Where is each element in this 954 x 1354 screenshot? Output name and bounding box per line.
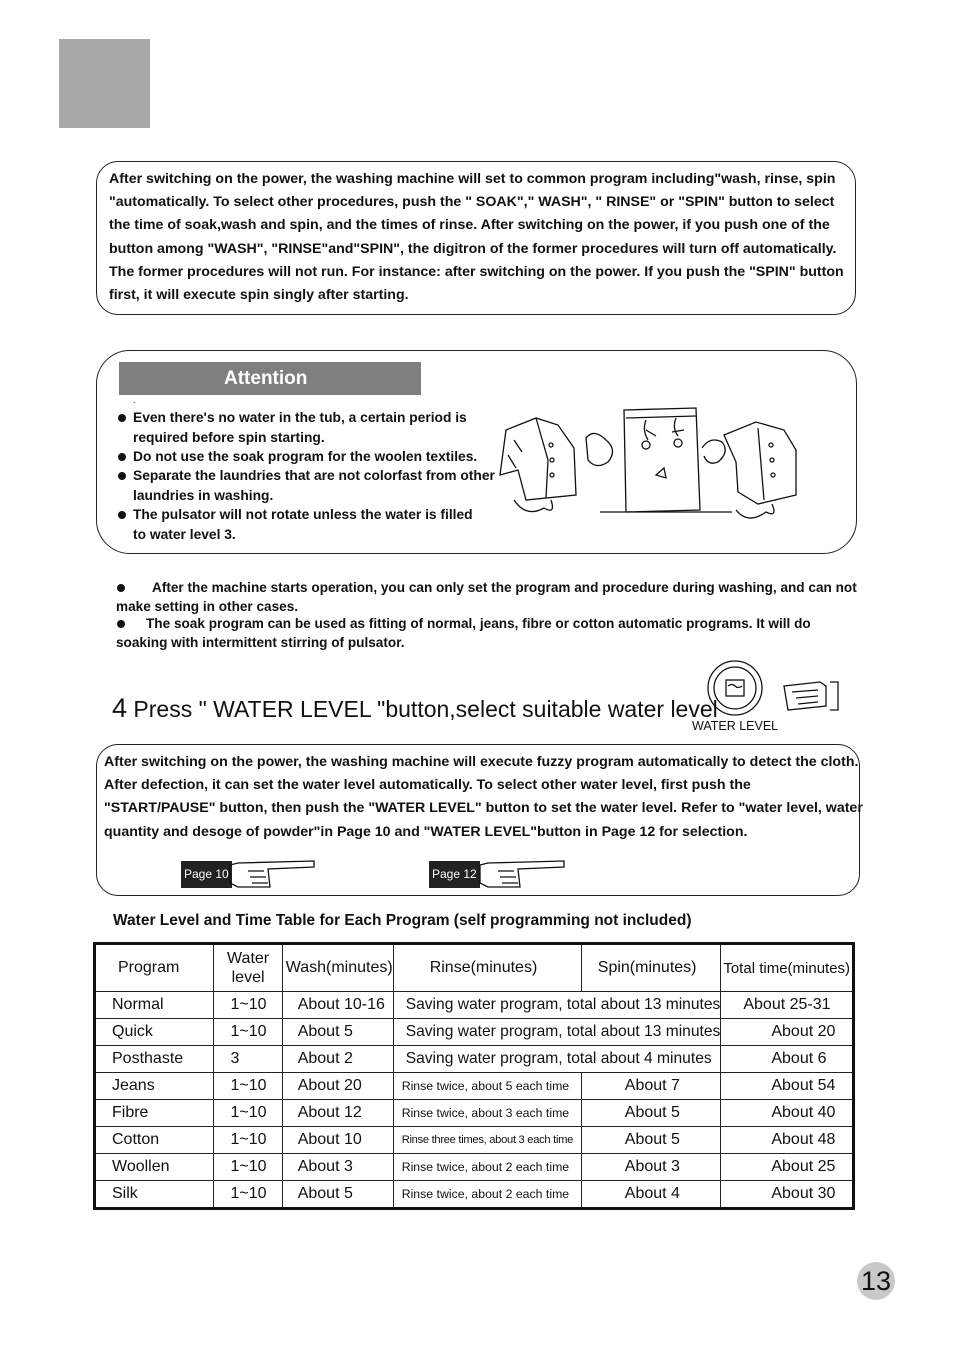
program-cell: Silk (95, 1181, 214, 1209)
water-level-cell: 1~10 (214, 1154, 282, 1181)
intro-box (96, 161, 856, 315)
attention-item: Separate the laundries that are not colorfast from other laundries in washing. (118, 466, 508, 505)
attention-item: The pulsator will not rotate unless the water is filled to water level 3. (118, 505, 478, 544)
step-text: Press " WATER LEVEL "button,select suitable water level (133, 696, 718, 722)
pointing-hand-icon (228, 857, 318, 891)
attention-item: Even there's no water in the tub, a certain period is required before spin starting. (118, 408, 508, 447)
total-cell: About 25 (721, 1154, 854, 1181)
program-cell: Posthaste (95, 1046, 214, 1073)
water-level-cell: 1~10 (214, 1100, 282, 1127)
header-wash: Wash(minutes) (282, 944, 393, 992)
rinse-cell: Rinse twice, about 2 each time (393, 1181, 581, 1209)
header-water-level: Water level (214, 944, 282, 992)
bullet-icon (117, 620, 125, 628)
wash-cell: About 10 (282, 1127, 393, 1154)
total-cell: About 48 (721, 1127, 854, 1154)
page-10-reference: Page 10 (181, 861, 232, 888)
program-cell: Jeans (95, 1073, 214, 1100)
page-12-reference: Page 12 (429, 861, 480, 888)
laundry-illustration-icon (496, 400, 812, 535)
table-row (95, 1181, 854, 1209)
water-level-cell: 1~10 (214, 992, 282, 1019)
table-row (95, 1100, 854, 1127)
page-number: 13 (857, 1262, 895, 1300)
water-level-cell: 1~10 (214, 1073, 282, 1100)
water-level-cell: 1~10 (214, 1127, 282, 1154)
section-marker (59, 39, 150, 128)
rinse-cell: Rinse three times, about 3 each time (393, 1127, 581, 1154)
note-item: After the machine starts operation, you can only set the program and procedure during washing, and can not make setting in other cases. (116, 580, 857, 614)
table-title: Water Level and Time Table for Each Program (self programming not included) (113, 912, 692, 929)
note-item: The soak program can be used as fitting of normal, jeans, fibre or cotton automatic programs. It will do soaking with intermittent stirring of pulsator. (116, 616, 811, 650)
water-level-cell: 3 (214, 1046, 282, 1073)
dot-mark: . (133, 395, 136, 405)
table-row (95, 1046, 854, 1073)
spin-cell: About 7 (581, 1073, 721, 1100)
table-row (95, 1073, 854, 1100)
total-cell: About 40 (721, 1100, 854, 1127)
water-level-cell: 1~10 (214, 1019, 282, 1046)
wash-cell: About 20 (282, 1073, 393, 1100)
program-cell: Cotton (95, 1127, 214, 1154)
total-cell: About 6 (721, 1046, 854, 1073)
spin-cell: About 3 (581, 1154, 721, 1181)
table-row (95, 1154, 854, 1181)
wash-cell: About 5 (282, 1019, 393, 1046)
bullet-icon (118, 414, 126, 422)
wash-cell: About 10-16 (282, 992, 393, 1019)
wash-cell: About 3 (282, 1154, 393, 1181)
total-cell: About 20 (721, 1019, 854, 1046)
bullet-icon (118, 472, 126, 480)
total-cell: About 25-31 (721, 992, 854, 1019)
program-time-table (93, 942, 855, 1210)
bullet-icon (118, 511, 126, 519)
attention-title: Attention (224, 368, 308, 389)
header-rinse: Rinse(minutes) (393, 944, 581, 992)
program-cell: Normal (95, 992, 214, 1019)
wash-cell: About 2 (282, 1046, 393, 1073)
table-header-row (95, 944, 854, 992)
wash-cell: About 5 (282, 1181, 393, 1209)
saving-water-cell: Saving water program, total about 4 minutes (393, 1046, 721, 1073)
table-row (95, 1019, 854, 1046)
header-total: Total time(minutes) (721, 944, 854, 992)
header-spin: Spin(minutes) (581, 944, 721, 992)
water-level-text: After switching on the power, the washing machine will execute fuzzy program automatically to detect the cloth. After defection, it can set the water level automatically. To select other water level, first push the "START/PAUSE" button, then push the "WATER LEVEL" button to set the water level. Refer to "water level, water quantity and desoge of powder"in Page 10 and "WATER LEVEL"button in Page 12 for selection. (104, 754, 863, 840)
table-row (95, 1127, 854, 1154)
attention-item: Do not use the soak program for the woolen textiles. (118, 447, 538, 467)
wash-cell: About 12 (282, 1100, 393, 1127)
saving-water-cell: Saving water program, total about 13 minutes (393, 992, 721, 1019)
header-program: Program (95, 944, 214, 992)
step-number: 4 (112, 693, 128, 723)
spin-cell: About 5 (581, 1127, 721, 1154)
rinse-cell: Rinse twice, about 5 each time (393, 1073, 581, 1100)
intro-text: After switching on the power, the washing machine will set to common program including"wash, rinse, spin "automatically. To select other procedures, push the " SOAK"," WASH", " RINSE" or "SPIN" button to select the time of soak,wash and spin, and the times of rinse. After switching on the power, if you push one of the button among "WASH", "RINSE"and"SPIN", the digitron of the former procedures will turn off automatically. The former procedures will not run. For instance: after switching on the power. If you push the "SPIN" button first, it will execute spin singly after starting. (109, 171, 844, 304)
step-4-heading (112, 692, 718, 725)
table-row (95, 992, 854, 1019)
program-cell: Fibre (95, 1100, 214, 1127)
water-level-cell: 1~10 (214, 1181, 282, 1209)
pointing-hand-icon (478, 857, 568, 891)
spin-cell: About 4 (581, 1181, 721, 1209)
program-cell: Quick (95, 1019, 214, 1046)
water-level-label: WATER LEVEL (692, 719, 779, 733)
bullet-icon (117, 584, 125, 592)
water-level-button-icon[interactable] (706, 660, 840, 716)
spin-cell: About 5 (581, 1100, 721, 1127)
saving-water-cell: Saving water program, total about 13 minutes (393, 1019, 721, 1046)
rinse-cell: Rinse twice, about 3 each time (393, 1100, 581, 1127)
attention-header (119, 362, 421, 395)
total-cell: About 30 (721, 1181, 854, 1209)
program-cell: Woollen (95, 1154, 214, 1181)
total-cell: About 54 (721, 1073, 854, 1100)
rinse-cell: Rinse twice, about 2 each time (393, 1154, 581, 1181)
bullet-icon (118, 453, 126, 461)
